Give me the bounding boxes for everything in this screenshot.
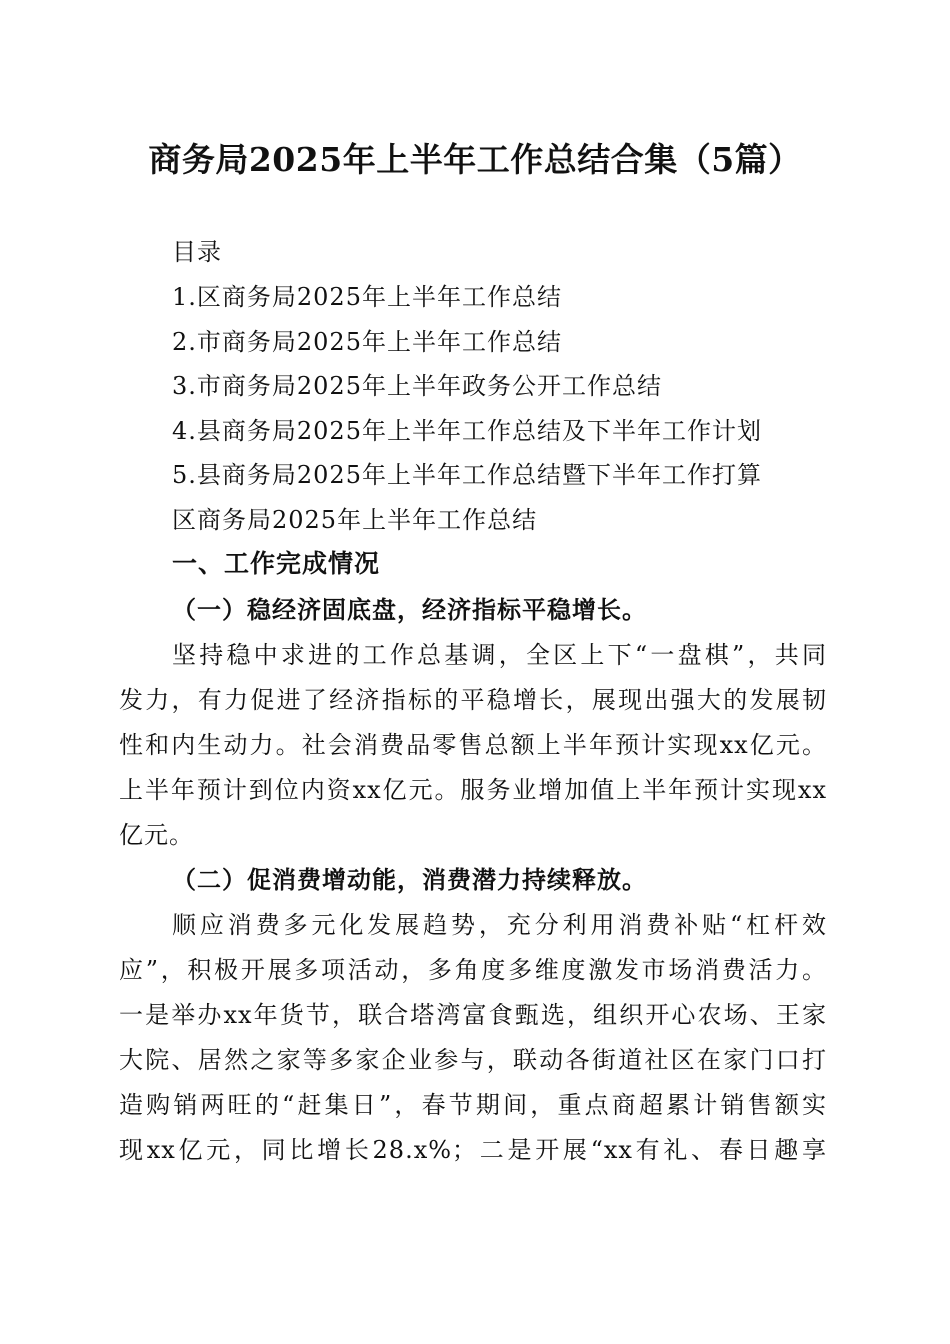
paragraph-line: 坚持稳中求进的工作总基调，全区上下“一盘棋”，共同	[172, 641, 827, 669]
paragraph-line: 应”，积极开展多项活动，多角度多维度激发市场消费活力。	[119, 956, 827, 984]
toc-item-3: 3.市商务局2025年上半年政务公开工作总结	[172, 372, 662, 400]
toc-item-5: 5.县商务局2025年上半年工作总结暨下半年工作打算	[172, 461, 762, 489]
paragraph-line: 性和内生动力。社会消费品零售总额上半年预计实现xx亿元。	[119, 731, 827, 759]
paragraph-line: 现xx亿元，同比增长28.x%；二是开展“xx有礼、春日趣享	[119, 1136, 827, 1164]
paragraph-line: 发力，有力促进了经济指标的平稳增长，展现出强大的发展韧	[119, 686, 827, 714]
toc-heading: 目录	[172, 238, 222, 266]
toc-item-2: 2.市商务局2025年上半年工作总结	[172, 328, 562, 356]
toc-item-4: 4.县商务局2025年上半年工作总结及下半年工作计划	[172, 417, 762, 445]
article-title: 区商务局2025年上半年工作总结	[172, 506, 538, 534]
toc-item-1: 1.区商务局2025年上半年工作总结	[172, 283, 562, 311]
paragraph-line: 大院、居然之家等多家企业参与，联动各街道社区在家门口打	[119, 1046, 827, 1074]
paragraph-line: 亿元。	[119, 821, 194, 849]
paragraph-line: 顺应消费多元化发展趋势，充分利用消费补贴“杠杆效	[172, 911, 827, 939]
subsection-heading-2: （二）促消费增动能，消费潜力持续释放。	[172, 865, 647, 894]
paragraph-line: 造购销两旺的“赶集日”，春节期间，重点商超累计销售额实	[119, 1091, 827, 1119]
paragraph-line: 一是举办xx年货节，联合塔湾富食甄选，组织开心农场、王家	[119, 1001, 827, 1029]
paragraph-line: 上半年预计到位内资xx亿元。服务业增加值上半年预计实现xx	[119, 776, 827, 804]
document-title: 商务局2025年上半年工作总结合集（5篇）	[148, 140, 802, 179]
section-heading: 一、工作完成情况	[172, 549, 381, 578]
subsection-heading-1: （一）稳经济固底盘，经济指标平稳增长。	[172, 595, 647, 624]
